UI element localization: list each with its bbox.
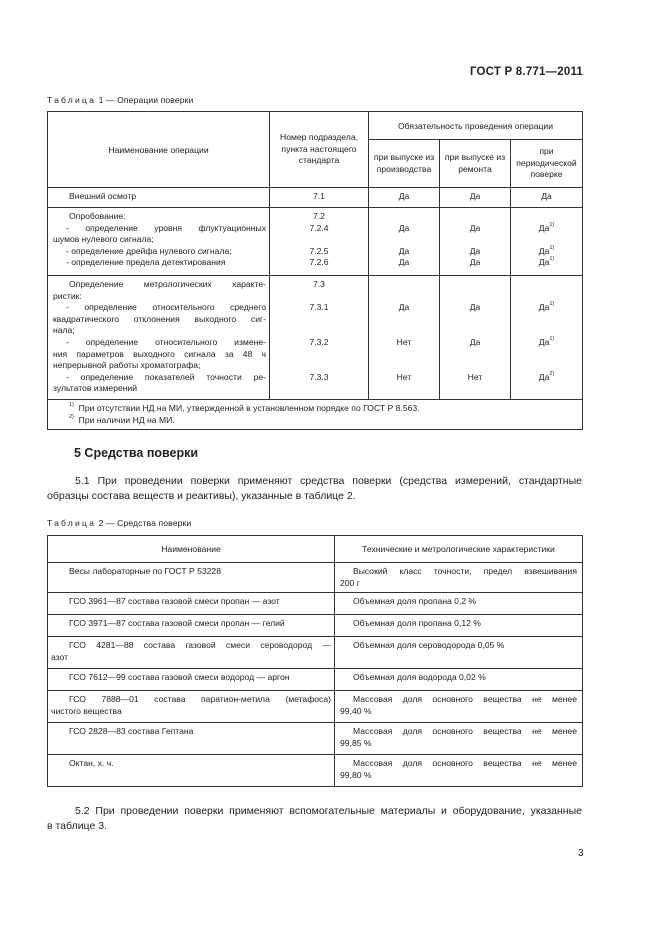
tool-characteristics-line2: 99,80 %: [340, 769, 372, 780]
row3-repair: [440, 276, 511, 400]
row3-line5: нала;: [53, 325, 75, 336]
row2-periodic-c-text: Да: [538, 257, 550, 268]
row3-num3: 7.3.1: [309, 302, 329, 313]
row2-num: [270, 208, 369, 276]
tool-name-line1: ГСО 3961—87 состава газовой смеси пропан — азот: [69, 596, 280, 607]
row1-name-text: Внешний осмотр: [69, 191, 137, 201]
tool-name-line1: ГСО 7612—99 состава газовой смеси водород — аргон: [69, 672, 290, 683]
header-periodic-l1: при: [539, 146, 554, 157]
tools-table: [47, 535, 583, 787]
header-repair-l2: ремонта: [458, 163, 492, 174]
row1-release-text: Да: [398, 191, 410, 201]
header-characteristics-text: Технические и метрологические характеристики: [362, 544, 555, 554]
header-op-name: [48, 112, 270, 188]
row3-num1: 7.3: [313, 279, 325, 289]
row3-line4: квадратического отклонения выходного сиг-: [53, 313, 266, 324]
table-row: [48, 755, 583, 787]
row1-repair: [440, 188, 511, 208]
table-row: [48, 637, 583, 669]
header-name: [48, 536, 335, 563]
row2-periodic: [511, 208, 583, 276]
row2-line1: Опробование:: [69, 211, 126, 221]
tool-characteristics-cell: [335, 669, 583, 691]
header-section-num-l3: стандарта: [298, 155, 340, 166]
footnote-2-text: При наличии НД на МИ.: [78, 414, 175, 425]
section-title: 5 Средства поверки: [74, 446, 199, 460]
row3-periodic-a: [511, 302, 582, 314]
table-row: [48, 188, 583, 208]
row2-name: [48, 208, 270, 276]
tool-name-cell: [48, 637, 335, 669]
tool-characteristics-line1: Массовая доля основного вещества не менее: [353, 758, 577, 769]
row3-line1: Определение метрологических характе-: [69, 279, 266, 289]
row3-periodic-b-text: Да: [538, 336, 550, 347]
row3-line6: - определение относительного измене-: [66, 336, 266, 347]
header-characteristics: [335, 536, 583, 563]
row3-line3: - определение относительного среднего: [66, 302, 266, 313]
header-name-text: Наименование: [161, 544, 221, 554]
row2-num5: 7.2.6: [309, 257, 329, 268]
row3-repair-a: Да: [469, 302, 481, 313]
operations-table: [47, 111, 583, 430]
table-row: [48, 669, 583, 691]
row3-periodic-a-text: Да: [538, 302, 550, 313]
table-row: [48, 208, 583, 276]
footnote-1-mark: 1): [69, 401, 74, 408]
table-row: [48, 593, 583, 615]
tool-name-cell: [48, 563, 335, 593]
paragraph-5-1-line1: 5.1 При проведении поверки применяют средства поверки (средства измерений, стандартные: [75, 475, 582, 487]
footnote-ref: 1): [549, 221, 555, 228]
tool-name-line1: Весы лабораторные по ГОСТ Р 53228: [69, 566, 221, 576]
row3-line10: зультатов измерений: [53, 383, 138, 394]
row2-periodic-c: [511, 257, 582, 269]
row1-periodic: [511, 188, 583, 208]
row1-num-text: 7.1: [313, 191, 325, 201]
tool-name-line2: чистого вещества: [51, 705, 122, 716]
footnote-2-mark: 2): [69, 413, 74, 420]
tool-characteristics-cell: [335, 637, 583, 669]
table-row: [48, 723, 583, 755]
tool-name-cell: [48, 691, 335, 723]
tool-name-cell: [48, 669, 335, 691]
row2-repair-a: Да: [469, 222, 481, 233]
footnote-2: [69, 415, 578, 427]
row3-line7: ния параметров выходного сигнала за 48 ч: [53, 348, 266, 359]
row3-line8: непрерывной работы хроматографа;: [53, 360, 201, 371]
tool-characteristics-line2: 99,40 %: [340, 705, 372, 716]
table2-caption-rest: 2 — Средства поверки: [96, 518, 192, 528]
tool-name-cell: [48, 723, 335, 755]
tool-name-cell: [48, 593, 335, 615]
row3-release: [369, 276, 440, 400]
row3-line9: - определение показателей точности ре-: [66, 371, 266, 382]
row3-name: [48, 276, 270, 400]
header-section-num-l2: пункта настоящего: [281, 143, 357, 154]
header-periodic: [511, 140, 583, 188]
footnote-ref: 1): [549, 301, 555, 308]
row2-repair-b: Да: [469, 245, 481, 256]
header-release-l2: производства: [376, 163, 432, 174]
row1-repair-text: Да: [469, 191, 481, 201]
tool-name-line1: ГСО 7888—01 состава паратион-метила (метафоса): [69, 694, 331, 705]
tool-characteristics-line1: Массовая доля основного вещества не менее: [353, 726, 577, 737]
row3-release-b: Нет: [396, 336, 412, 347]
row3-release-c: Нет: [396, 371, 412, 382]
row2-periodic-b-text: Да: [538, 245, 550, 256]
tool-characteristics-cell: [335, 755, 583, 787]
paragraph-5-1: [47, 474, 582, 504]
table1-caption-rest: 1 — Операции поверки: [96, 95, 194, 105]
table-row: [48, 691, 583, 723]
row3-repair-c: Нет: [467, 371, 483, 382]
footnote-ref: 1): [549, 256, 555, 263]
row3-periodic-b: [511, 337, 582, 349]
header-release-l1: при выпуске из: [373, 151, 435, 162]
tool-characteristics-cell: [335, 691, 583, 723]
paragraph-5-2: [47, 804, 582, 834]
row1-num: [270, 188, 369, 208]
row2-line4: - определение дрейфа нулевого сигнала;: [66, 245, 232, 256]
row2-line3: шумов нулевого сигнала;: [53, 234, 154, 245]
row2-num4: 7.2.5: [309, 245, 329, 256]
row2-periodic-b: [511, 246, 582, 258]
tool-name-line2: азот: [51, 651, 69, 662]
tool-characteristics-cell: [335, 563, 583, 593]
table-row: [48, 276, 583, 400]
tool-characteristics-cell: [335, 593, 583, 615]
paragraph-5-1-line2: образцы состава веществ и реактивы), указанные в таблице 2.: [47, 490, 356, 502]
tool-name-line1: ГСО 3971—87 состава газовой смеси пропан — гелий: [69, 618, 285, 629]
row2-release-a: Да: [398, 222, 410, 233]
table2-caption-prefix: Таблица: [47, 518, 97, 528]
header-obligation: [369, 112, 583, 140]
row1-release: [369, 188, 440, 208]
footnote-1-text: При отсутствии НД на МИ, утвержденной в установленном порядке по ГОСТ Р 8.563.: [78, 402, 420, 413]
table1-footnotes: [48, 399, 583, 429]
page-number: 3: [578, 848, 584, 859]
table2-caption: [47, 518, 191, 528]
tool-characteristics-line1: Объемная доля пропана 0,12 %: [353, 618, 481, 629]
row2-release-c: Да: [398, 257, 410, 268]
row2-periodic-a: [511, 223, 582, 235]
header-repair: [440, 140, 511, 188]
row2-periodic-a-text: Да: [538, 222, 550, 233]
table-row: [48, 615, 583, 637]
row2-release: [369, 208, 440, 276]
header-op-name-text: Наименование операции: [108, 144, 209, 155]
tool-characteristics-line1: Объемная доля пропана 0,2 %: [353, 596, 477, 607]
tool-name-cell: [48, 615, 335, 637]
tool-characteristics-cell: [335, 615, 583, 637]
row2-release-b: Да: [398, 245, 410, 256]
tool-characteristics-line1: Массовая доля основного вещества не менее: [353, 694, 577, 705]
tool-name-line1: Октан, х. ч.: [69, 758, 114, 769]
tool-characteristics-line1: Объемная доля водорода 0,02 %: [353, 672, 486, 683]
tool-characteristics-line2: 200 г: [340, 577, 360, 588]
tool-name-line1: ГСО 4281—88 состава газовой смеси сероводород —: [69, 640, 331, 651]
row2-line5: - определение предела детектирования: [66, 257, 226, 268]
tool-characteristics-line2: 99,85 %: [340, 737, 372, 748]
tool-characteristics-line1: Объемная доля сероводорода 0,05 %: [353, 640, 505, 651]
footnote-ref: 1): [549, 244, 555, 251]
tool-characteristics-line1: Высокий класс точности, предел взвешивания: [353, 566, 577, 576]
row3-num9: 7.3.3: [309, 371, 329, 382]
row3-periodic: [511, 276, 583, 400]
tool-name-cell: [48, 755, 335, 787]
header-release: [369, 140, 440, 188]
tool-name-line1: ГСО 2828—83 состава Гептана: [69, 726, 194, 737]
table-row: [48, 563, 583, 593]
paragraph-5-2-line1: 5.2 При проведении поверки применяют вспомогательные материалы и оборудование, указанные: [75, 805, 582, 817]
table1-caption: [47, 95, 193, 105]
paragraph-5-2-line2: в таблице 3.: [47, 820, 107, 832]
footnote-1: [69, 403, 578, 415]
row3-line2: ристик:: [53, 290, 82, 301]
tool-characteristics-cell: [335, 723, 583, 755]
row3-release-a: Да: [398, 302, 410, 313]
footnote-ref: 1): [549, 335, 555, 342]
document-code: ГОСТ Р 8.771—2011: [469, 66, 583, 78]
row2-num1: 7.2: [313, 211, 325, 221]
row2-repair: [440, 208, 511, 276]
row3-periodic-c-text: Да: [538, 371, 550, 382]
row3-num: [270, 276, 369, 400]
row2-num2: 7.2.4: [309, 222, 329, 233]
row3-repair-b: Да: [469, 336, 481, 347]
row2-line2: - определение уровня флуктуационных: [66, 222, 266, 233]
header-section-num-l1: Номер подраздела,: [279, 132, 358, 143]
header-repair-l1: при выпуске из: [444, 151, 506, 162]
row2-repair-c: Да: [469, 257, 481, 268]
footnote-ref: 2): [549, 370, 555, 377]
header-obligation-text: Обязательность проведения операции: [398, 120, 553, 131]
row3-periodic-c: [511, 372, 582, 384]
header-section-num: [270, 112, 369, 188]
row3-num6: 7.3.2: [309, 336, 329, 347]
header-periodic-l2: периодической: [516, 157, 577, 168]
header-periodic-l3: поверке: [530, 169, 563, 180]
row1-name: [48, 188, 270, 208]
row1-periodic-text: Да: [541, 191, 552, 201]
table1-caption-prefix: Таблица: [47, 95, 97, 105]
